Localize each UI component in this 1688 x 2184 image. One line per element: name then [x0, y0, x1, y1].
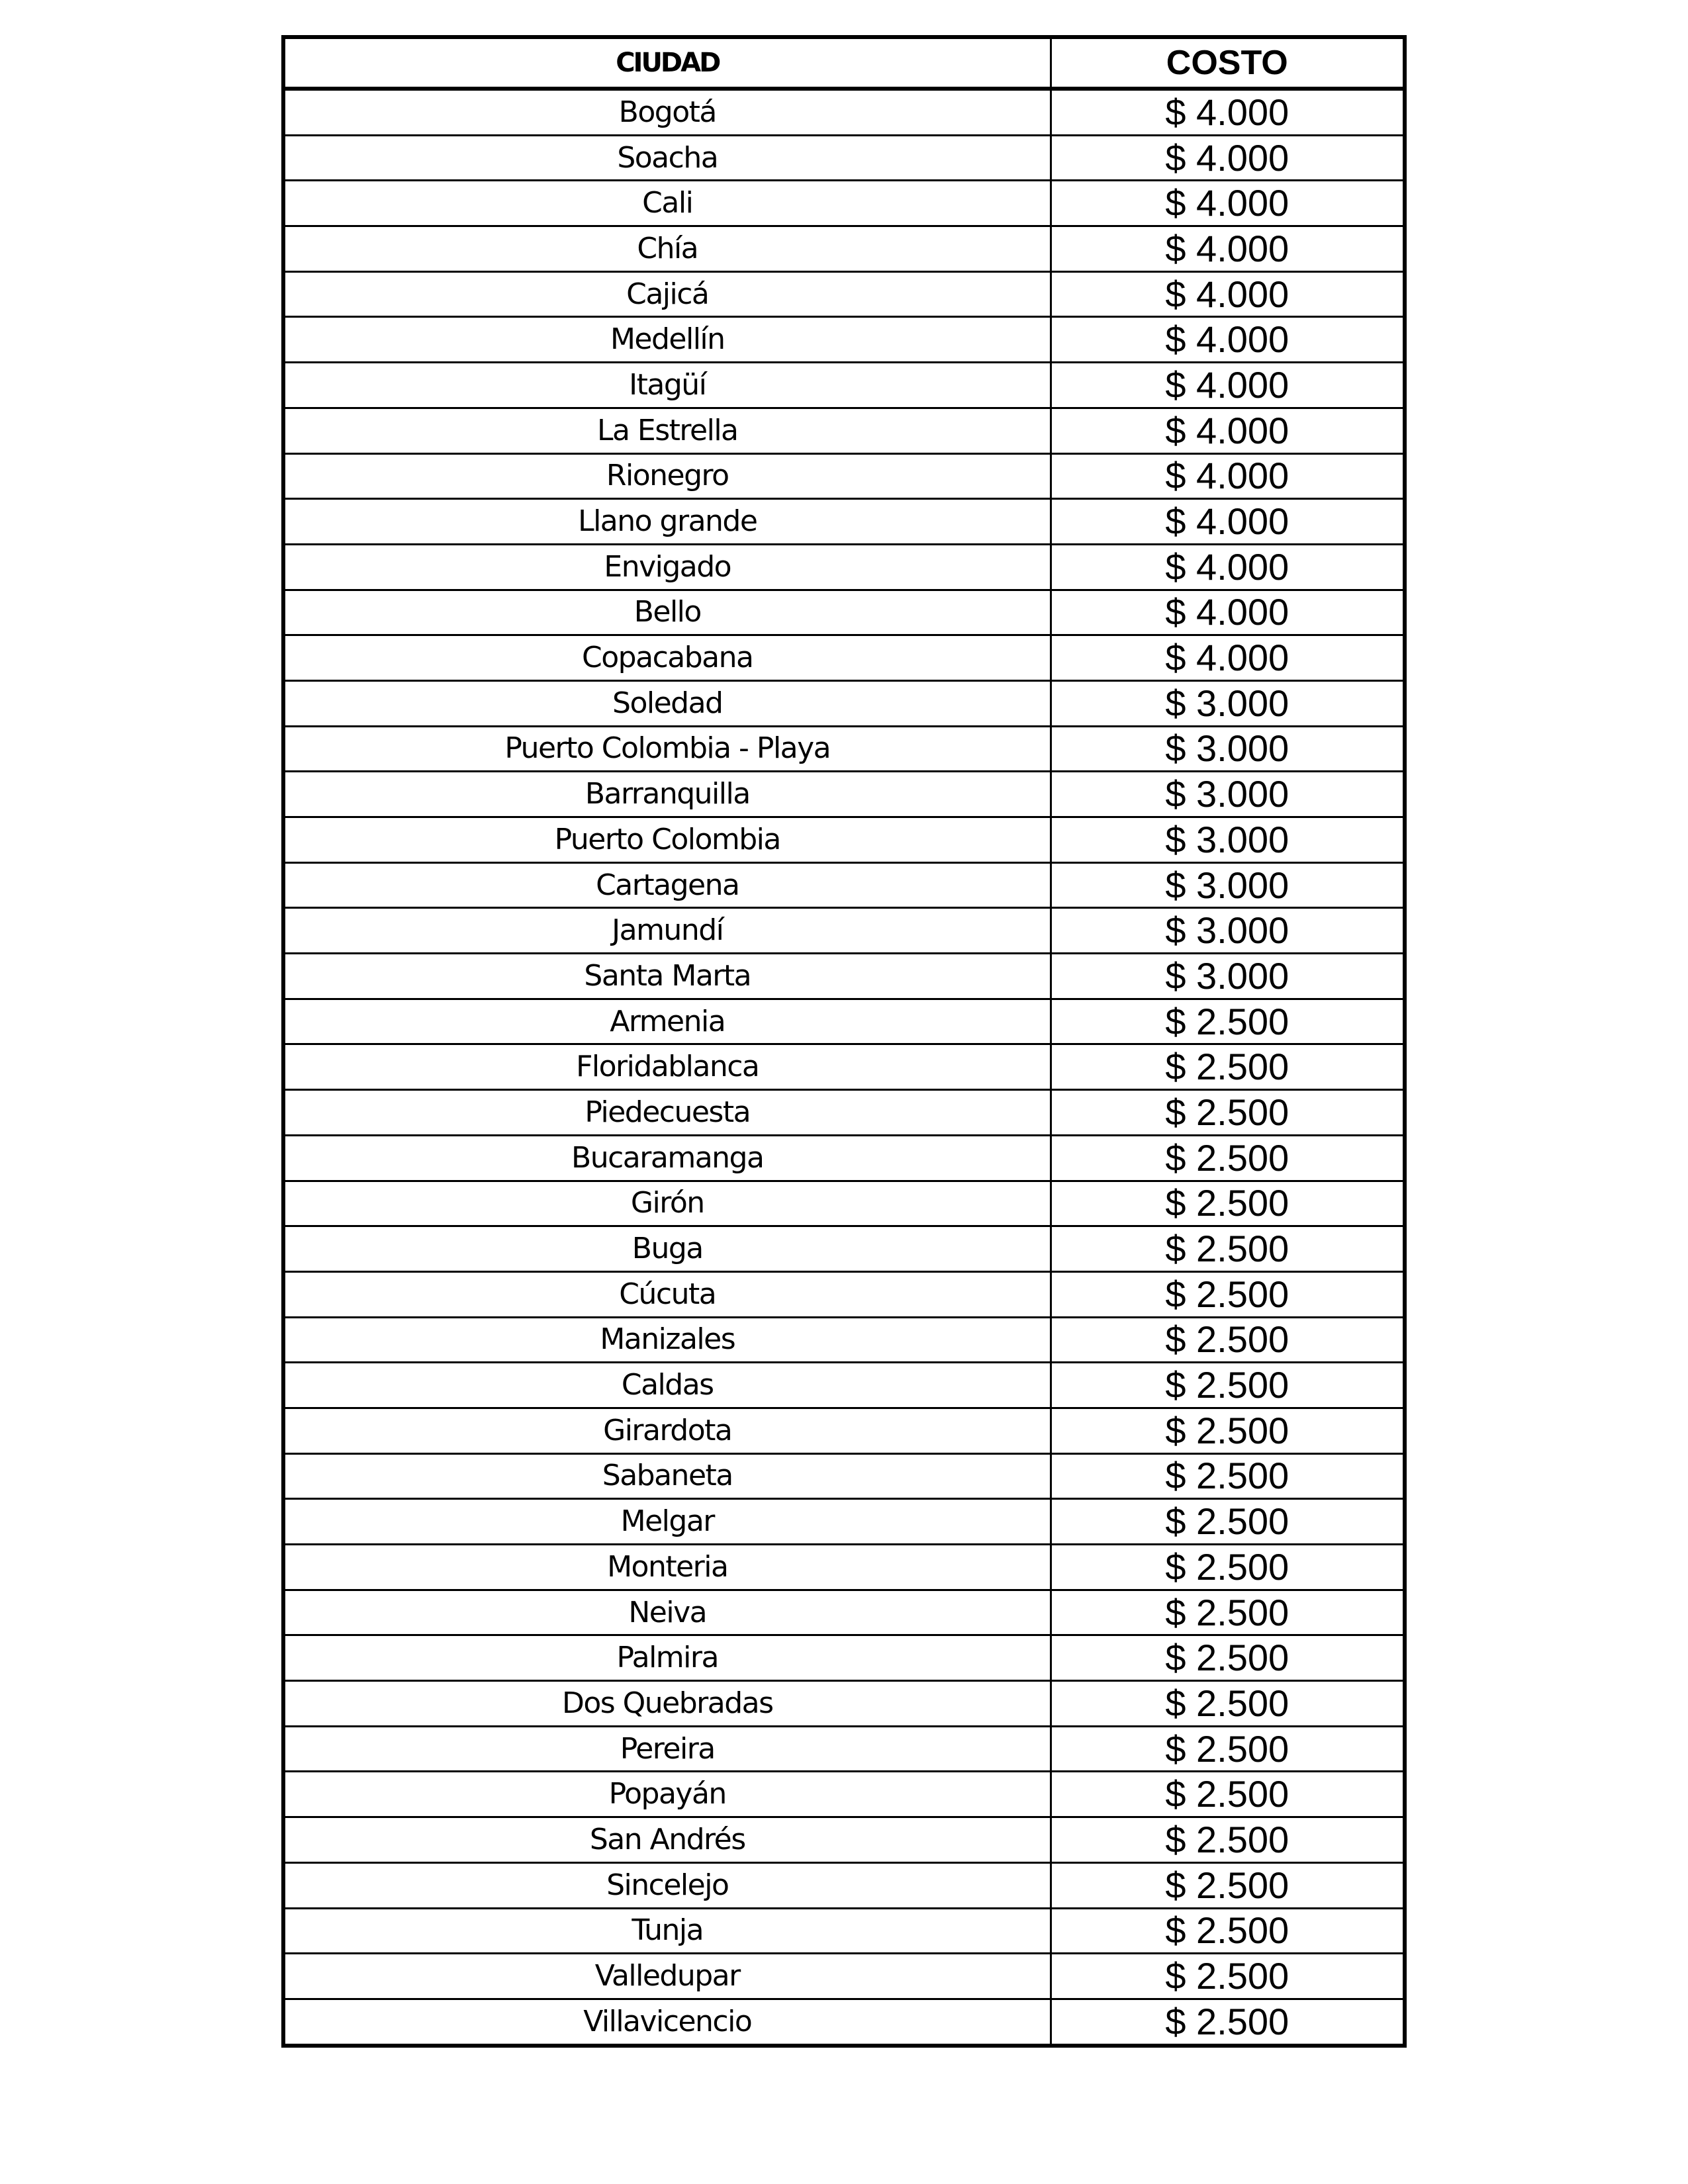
- table-row: [283, 363, 1405, 408]
- cost-cell: $ 2.500: [1051, 1135, 1405, 1181]
- cost-cell: $ 4.000: [1051, 135, 1405, 181]
- table-row: [283, 1226, 1405, 1272]
- city-cell: Manizales: [283, 1317, 1051, 1363]
- city-cell: Soledad: [283, 680, 1051, 726]
- city-cell: Caldas: [283, 1363, 1051, 1408]
- cost-cell: $ 2.500: [1051, 1499, 1405, 1545]
- city-cell: Rionegro: [283, 453, 1051, 499]
- cost-cell: $ 2.500: [1051, 1954, 1405, 1999]
- city-cell: Barranquilla: [283, 772, 1051, 817]
- cost-cell: $ 4.000: [1051, 408, 1405, 453]
- city-cell: Jamundí: [283, 908, 1051, 954]
- cost-cell: $ 2.500: [1051, 1226, 1405, 1272]
- table-row: [283, 317, 1405, 363]
- table-row: [283, 772, 1405, 817]
- city-cell: Cali: [283, 181, 1051, 226]
- city-cell: Envigado: [283, 544, 1051, 590]
- city-cell: Dos Quebradas: [283, 1681, 1051, 1727]
- cost-cell: $ 4.000: [1051, 317, 1405, 363]
- city-cell: Girón: [283, 1181, 1051, 1226]
- table-row: [283, 89, 1405, 135]
- table-row: [283, 590, 1405, 635]
- table-row: [283, 1408, 1405, 1453]
- cost-cell: $ 4.000: [1051, 499, 1405, 545]
- cost-cell: $ 4.000: [1051, 271, 1405, 317]
- header-row: [283, 37, 1405, 89]
- city-cell: Monteria: [283, 1545, 1051, 1590]
- cost-cell: $ 4.000: [1051, 453, 1405, 499]
- city-cell: San Andrés: [283, 1817, 1051, 1863]
- table-row: [283, 1817, 1405, 1863]
- table-row: [283, 1044, 1405, 1090]
- city-cell: Pereira: [283, 1726, 1051, 1772]
- cost-cell: $ 2.500: [1051, 1590, 1405, 1635]
- table-row: [283, 181, 1405, 226]
- cost-cell: $ 3.000: [1051, 772, 1405, 817]
- table-row: [283, 544, 1405, 590]
- city-cell: Santa Marta: [283, 954, 1051, 999]
- table-row: [283, 499, 1405, 545]
- table-row: [283, 1499, 1405, 1545]
- city-cell: Cartagena: [283, 862, 1051, 908]
- city-cell: Bello: [283, 590, 1051, 635]
- cost-cell: $ 4.000: [1051, 590, 1405, 635]
- cost-cell: $ 2.500: [1051, 1635, 1405, 1681]
- table-row: [283, 453, 1405, 499]
- city-cell: Bucaramanga: [283, 1135, 1051, 1181]
- cost-cell: $ 2.500: [1051, 1044, 1405, 1090]
- cost-cell: $ 2.500: [1051, 1453, 1405, 1499]
- city-cell: Chía: [283, 226, 1051, 272]
- city-cell: Cúcuta: [283, 1271, 1051, 1317]
- cost-cell: $ 2.500: [1051, 1271, 1405, 1317]
- table-row: [283, 1954, 1405, 1999]
- column-header-city: CIUDAD: [283, 37, 1051, 89]
- cost-cell: $ 4.000: [1051, 363, 1405, 408]
- city-cell: Buga: [283, 1226, 1051, 1272]
- city-cell: Sabaneta: [283, 1453, 1051, 1499]
- cost-cell: $ 3.000: [1051, 954, 1405, 999]
- city-cell: Popayán: [283, 1772, 1051, 1817]
- table-row: [283, 908, 1405, 954]
- city-cell: Puerto Colombia - Playa: [283, 726, 1051, 772]
- cost-cell: $ 2.500: [1051, 1772, 1405, 1817]
- table-row: [283, 1772, 1405, 1817]
- column-header-cost: COSTO: [1051, 37, 1405, 89]
- city-cost-table: [281, 35, 1407, 2048]
- table-row: [283, 1317, 1405, 1363]
- city-cell: La Estrella: [283, 408, 1051, 453]
- table-row: [283, 226, 1405, 272]
- cost-cell: $ 2.500: [1051, 1363, 1405, 1408]
- city-cell: Medellín: [283, 317, 1051, 363]
- city-cell: Itagüí: [283, 363, 1051, 408]
- cost-cell: $ 4.000: [1051, 181, 1405, 226]
- city-cell: Floridablanca: [283, 1044, 1051, 1090]
- city-cell: Girardota: [283, 1408, 1051, 1453]
- cost-cell: $ 2.500: [1051, 1181, 1405, 1226]
- table-row: [283, 1726, 1405, 1772]
- city-cell: Armenia: [283, 999, 1051, 1044]
- cost-cell: $ 3.000: [1051, 908, 1405, 954]
- cost-cell: $ 2.500: [1051, 1862, 1405, 1908]
- cost-cell: $ 3.000: [1051, 726, 1405, 772]
- city-cell: Villavicencio: [283, 1999, 1051, 2045]
- cost-cell: $ 2.500: [1051, 1681, 1405, 1727]
- city-cell: Soacha: [283, 135, 1051, 181]
- table-row: [283, 1999, 1405, 2045]
- city-cell: Copacabana: [283, 635, 1051, 681]
- table-row: [283, 1363, 1405, 1408]
- table-row: [283, 408, 1405, 453]
- city-cell: Llano grande: [283, 499, 1051, 545]
- table-row: [283, 862, 1405, 908]
- cost-cell: $ 2.500: [1051, 1545, 1405, 1590]
- city-cell: Neiva: [283, 1590, 1051, 1635]
- cost-cell: $ 2.500: [1051, 1908, 1405, 1954]
- table-row: [283, 817, 1405, 863]
- cost-cell: $ 2.500: [1051, 1408, 1405, 1453]
- table-row: [283, 271, 1405, 317]
- table-body: [283, 89, 1405, 2046]
- table-row: [283, 1862, 1405, 1908]
- table-row: [283, 954, 1405, 999]
- cost-cell: $ 3.000: [1051, 680, 1405, 726]
- city-cell: Puerto Colombia: [283, 817, 1051, 863]
- city-cell: Palmira: [283, 1635, 1051, 1681]
- table-row: [283, 1681, 1405, 1727]
- table-row: [283, 1590, 1405, 1635]
- table-row: [283, 726, 1405, 772]
- table-row: [283, 1090, 1405, 1136]
- cost-cell: $ 2.500: [1051, 999, 1405, 1044]
- city-cell: Cajicá: [283, 271, 1051, 317]
- table-row: [283, 680, 1405, 726]
- cost-cell: $ 2.500: [1051, 1999, 1405, 2045]
- city-cell: Piedecuesta: [283, 1090, 1051, 1136]
- cost-cell: $ 2.500: [1051, 1726, 1405, 1772]
- cost-cell: $ 2.500: [1051, 1817, 1405, 1863]
- cost-cell: $ 4.000: [1051, 226, 1405, 272]
- cost-cell: $ 2.500: [1051, 1317, 1405, 1363]
- cost-cell: $ 3.000: [1051, 862, 1405, 908]
- city-cell: Bogotá: [283, 89, 1051, 135]
- table-row: [283, 1545, 1405, 1590]
- city-cell: Tunja: [283, 1908, 1051, 1954]
- city-cell: Melgar: [283, 1499, 1051, 1545]
- table-row: [283, 135, 1405, 181]
- table-row: [283, 1908, 1405, 1954]
- table-row: [283, 999, 1405, 1044]
- cost-cell: $ 3.000: [1051, 817, 1405, 863]
- table-row: [283, 1635, 1405, 1681]
- cost-cell: $ 2.500: [1051, 1090, 1405, 1136]
- table-row: [283, 1135, 1405, 1181]
- table-row: [283, 635, 1405, 681]
- cost-cell: $ 4.000: [1051, 635, 1405, 681]
- cost-cell: $ 4.000: [1051, 89, 1405, 135]
- city-cell: Sincelejo: [283, 1862, 1051, 1908]
- table-row: [283, 1453, 1405, 1499]
- cost-cell: $ 4.000: [1051, 544, 1405, 590]
- table-row: [283, 1181, 1405, 1226]
- city-cell: Valledupar: [283, 1954, 1051, 1999]
- table-row: [283, 1271, 1405, 1317]
